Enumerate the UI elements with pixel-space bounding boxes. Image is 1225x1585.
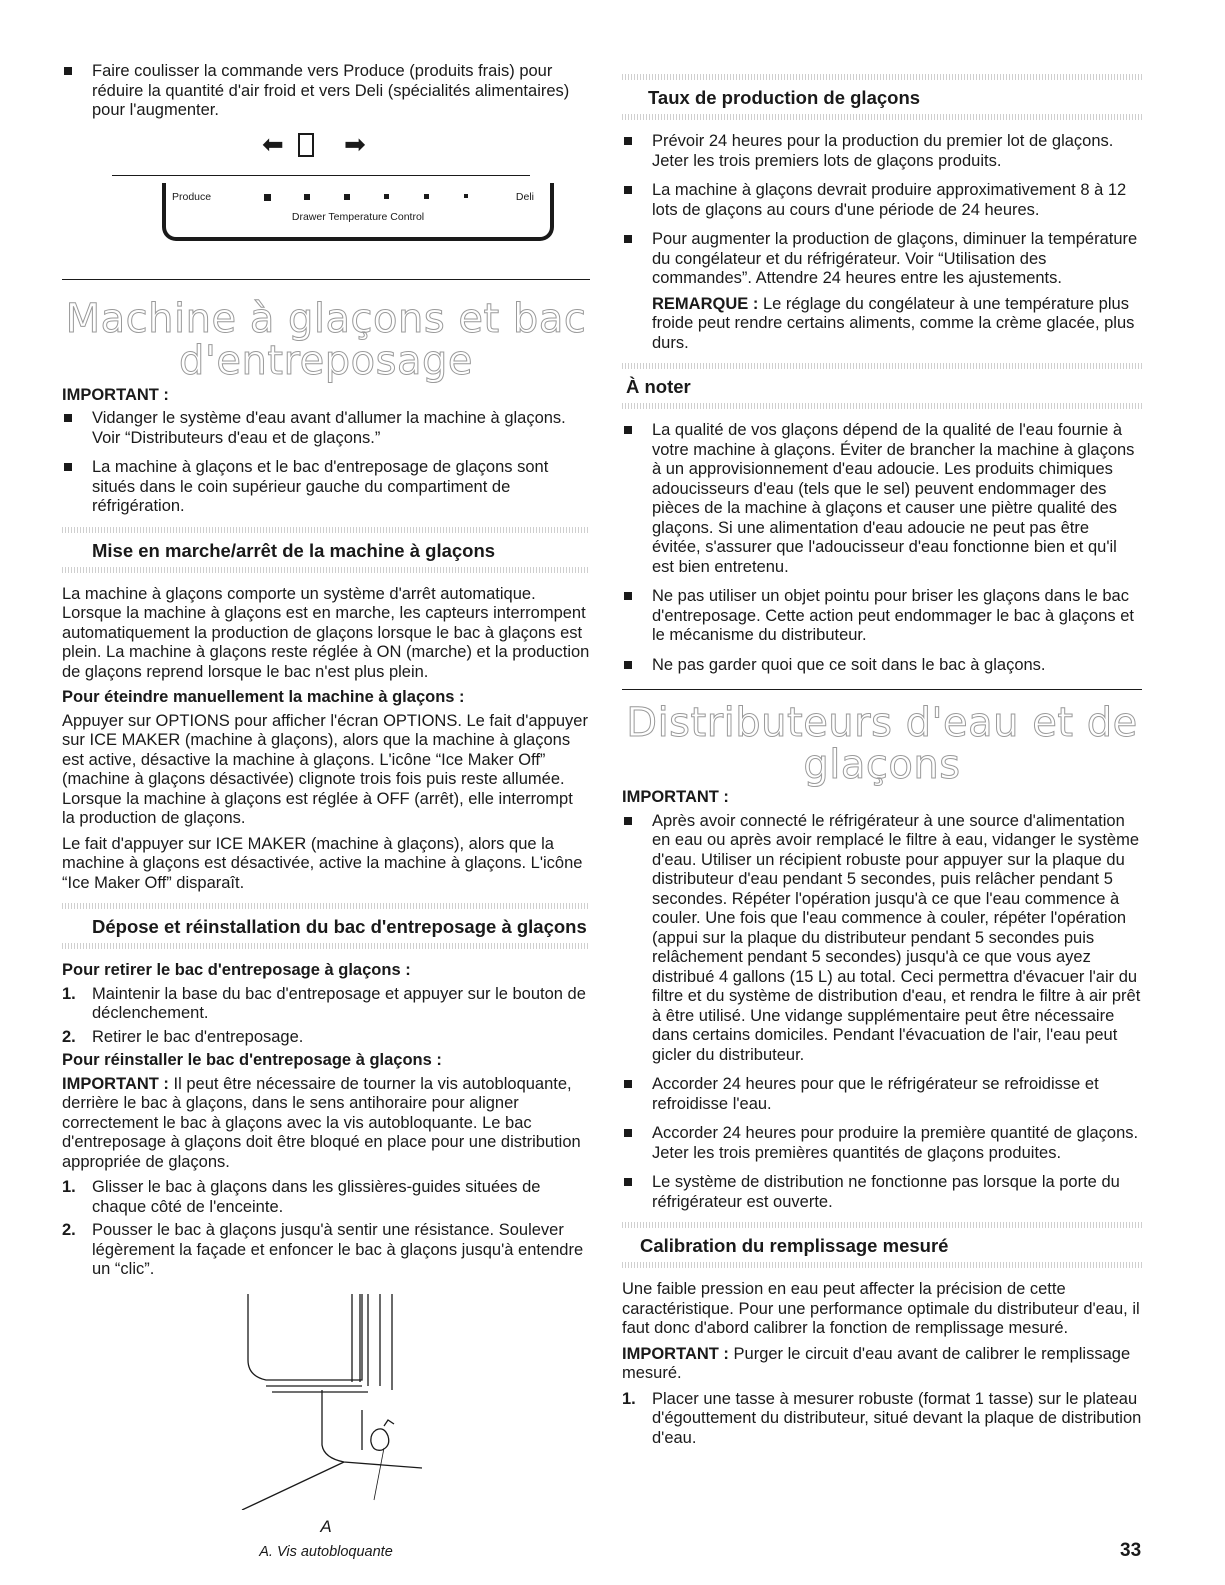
page-number: 33	[1120, 1540, 1142, 1561]
diagram-line	[112, 175, 530, 176]
subheading: Pour éteindre manuellement la machine à glaçons :	[62, 688, 465, 706]
subsection-title: Calibration du remplissage mesuré	[640, 1235, 949, 1256]
list-item: Accorder 24 heures pour que le réfrigérateur se refroidisse et refroidisse l'eau.	[622, 1075, 1142, 1114]
important-text: Il peut être nécessaire de tourner la vis autobloquante, derrière le bac à glaçons, dans le sens antihoraire pour aligner correctement le bac à glaçons avec la vis autobloquante. Le bac d'entreposage à glaçons doit être bloqué en place pour une distribution appropriée de glaçons.	[62, 1074, 581, 1171]
arrow-left-icon: ⬅	[262, 128, 284, 159]
drawer-temperature-diagram	[62, 128, 590, 259]
step-text: Placer une tasse à mesurer robuste (format 1 tasse) sur le plateau d'égouttement du distributeur, situé devant la plaque de distribution d'eau.	[652, 1389, 1142, 1447]
section-divider	[622, 689, 1142, 690]
deli-label: Deli	[515, 190, 534, 203]
remarque-text: Le réglage du congélateur à une température plus froide peut rendre certains aliments, comme la crème glacée, plus durs.	[652, 294, 1135, 352]
hatch-rule	[62, 943, 590, 949]
important-label: IMPORTANT :	[622, 788, 729, 806]
remarque-paragraph	[652, 295, 1142, 354]
section-divider	[62, 279, 590, 280]
step-number: 2.	[62, 1027, 76, 1046]
ice-bin-figure	[62, 1290, 590, 1563]
list-item: Le système de distribution ne fonctionne pas lorsque la porte du réfrigérateur est ouverte.	[622, 1173, 1142, 1212]
setting-dot-icon	[424, 194, 429, 199]
figure-letter: A	[320, 1517, 332, 1536]
intro-bullet: Faire coulisser la commande vers Produce (produits frais) pour réduire la quantité d'air froid et vers Deli (spécialités alimentaires) pour l'augmenter.	[62, 62, 590, 121]
step-text: Glisser le bac à glaçons dans les glissières-guides situées de chaque côté de l'enceinte.	[92, 1178, 541, 1216]
step-item	[622, 1390, 1142, 1449]
taux-list	[622, 132, 1142, 353]
list-item: La machine à glaçons devrait produire approximativement 8 à 12 lots de glaçons au cours d'une période de 24 heures.	[622, 181, 1142, 220]
subsection-header-calibration	[622, 1222, 1142, 1268]
step-number: 2.	[62, 1221, 76, 1239]
subsection-title: À noter	[626, 376, 691, 397]
ice-bin-illustration	[62, 1290, 590, 1510]
list-item: Ne pas utiliser un objet pointu pour briser les glaçons dans le bac d'entreposage. Cette action peut endommager le bac à glaçons et le mécanisme du distributeur.	[622, 587, 1142, 646]
figure-caption: A. Vis autobloquante	[259, 1543, 393, 1560]
subheading: Pour retirer le bac d'entreposage à glaçons :	[62, 961, 411, 979]
list-item: La qualité de vos glaçons dépend de la qualité de l'eau fournie à votre machine à glaçons. Éviter de brancher la machine à glaçons à un approvisionnement d'eau adoucie. Les produits chimiques adoucisseurs d'eau (tels que le sel) peuvent endommager des pièces de la machine à glaçons et causer une piètre qualité des glaçons. Si une alimentation d'eau adoucie ne peut pas être évitée, s'assurer que l'adoucisseur d'eau fonctionne bien et qu'il est bien entretenu.	[622, 421, 1142, 577]
setting-dot-icon	[264, 194, 271, 201]
section-title-machine-a-glacons: Machine à glaçons et bac d'entreposage	[65, 295, 587, 384]
list-item	[622, 230, 1142, 353]
step-item	[62, 1221, 590, 1280]
list-item: Après avoir connecté le réfrigérateur à une source d'alimentation en eau ou après avoir remplacé le filtre à eau, vidanger le système d'eau. Utiliser un récipient robuste pour appuyer sur la plaque du distributeur d'eau pendant 5 secondes, puis relâcher pendant 5 secondes. Répéter l'opération jusqu'à ce que l'eau commence à couler. Une fois que l'eau commence à couler, répéter l'opération (appui sur la plaque du distributeur pendant 5 secondes puis relâchement pendant 5 secondes) jusqu'à ce que vous ayez distribué 4 gallons (15 L) au total. Ceci permettra d'évacuer l'air du filtre et du système de distribution d'eau, et rendra le filtre à air prêt à être utilisé. Une vidange supplémentaire peut être nécessaire dans certains domiciles. Pendant l'évacuation de l'air, l'eau peut gicler du distributeur.	[622, 812, 1142, 1066]
install-steps	[62, 1178, 590, 1280]
subsection-title: Mise en marche/arrêt de la machine à glaçons	[92, 539, 496, 561]
section-title-distributeurs: Distributeurs d'eau et de glaçons	[626, 700, 1138, 788]
step-number: 1.	[62, 984, 76, 1003]
step-number: 1.	[62, 1178, 76, 1196]
subsection-title: Dépose et réinstallation du bac d'entreposage à glaçons	[92, 916, 587, 937]
arrow-right-icon: ➡	[344, 128, 366, 159]
hatch-rule	[62, 567, 590, 573]
intro-list	[62, 62, 590, 121]
list-item: Ne pas garder quoi que ce soit dans le bac à glaçons.	[622, 656, 1142, 676]
subsection-header-depose	[62, 903, 590, 949]
hatch-rule	[622, 1262, 1142, 1268]
important-paragraph	[62, 1075, 590, 1173]
important-paragraph	[622, 1345, 1142, 1384]
subsection-header-taux	[622, 74, 1142, 120]
step-number: 1.	[622, 1389, 636, 1408]
setting-dot-icon	[384, 194, 389, 199]
paragraph: Le fait d'appuyer sur ICE MAKER (machine à glaçons), alors que la machine à glaçons est désactivée, active la machine à glaçons. L'icône “Ice Maker Off” disparaît.	[62, 834, 583, 892]
paragraph: Une faible pression en eau peut affecter la précision de cette caractéristique. Pour une performance optimale du distributeur d'eau, il faut donc d'abord calibrer la fonction de remplissage mesuré.	[622, 1280, 1140, 1337]
setting-dot-icon	[464, 194, 468, 198]
left-column	[62, 62, 590, 1562]
list-item: Accorder 24 heures pour produire la première quantité de glaçons. Jeter les trois premières quantités de glaçons produites.	[622, 1124, 1142, 1163]
subsection-header-a-noter	[622, 363, 1142, 409]
hatch-rule	[622, 403, 1142, 409]
important-list	[62, 409, 590, 517]
calibration-steps	[622, 1390, 1142, 1449]
list-item: Prévoir 24 heures pour la production du premier lot de glaçons. Jeter les trois premiers lots de glaçons produits.	[622, 132, 1142, 171]
step-item	[62, 985, 590, 1024]
important-text: Purger le circuit d'eau avant de calibrer le remplissage mesuré.	[622, 1344, 1131, 1382]
subsection-header-mise-en-marche	[62, 527, 590, 573]
step-text: Maintenir la base du bac d'entreposage et appuyer sur le bouton de déclenchement.	[92, 984, 586, 1022]
step-item	[62, 1178, 590, 1217]
slider-knob-icon	[298, 133, 314, 157]
important-label: IMPORTANT :	[62, 385, 169, 404]
drawer-control-label: Drawer Temperature Control	[291, 210, 425, 223]
important-prefix: IMPORTANT :	[62, 1074, 169, 1093]
subsection-title: Taux de production de glaçons	[648, 87, 921, 108]
important-prefix: IMPORTANT :	[622, 1344, 729, 1363]
drawer-control-panel	[162, 183, 554, 241]
remarque-prefix: REMARQUE :	[652, 294, 759, 313]
hatch-rule	[622, 114, 1142, 120]
remove-steps	[62, 985, 590, 1048]
setting-dot-icon	[304, 194, 310, 200]
right-column	[622, 74, 1142, 1452]
step-text: Pousser le bac à glaçons jusqu'à sentir une résistance. Soulever légèrement la façade et enfoncer le bac à glaçons jusqu'à entendre un “clic”.	[92, 1221, 584, 1278]
a-noter-list	[622, 421, 1142, 675]
paragraph: Appuyer sur OPTIONS pour afficher l'écran OPTIONS. Le fait d'appuyer sur ICE MAKER (machine à glaçons), alors que la machine à glaçons est active, désactive la machine à glaçons. L'icône “Ice Maker Off” (machine à glaçons désactivée) clignote trois fois puis reste allumée. Lorsque la machine à glaçons est réglée à OFF (arrêt), elle interrompt la production de glaçons.	[62, 711, 588, 827]
list-item-text: Pour augmenter la production de glaçons, diminuer la température du congélateur et du réfrigérateur. Voir “Utilisation des commandes”. Attendre 24 heures entre les ajustements.	[652, 230, 1138, 287]
step-item	[62, 1028, 590, 1048]
step-text: Retirer le bac d'entreposage.	[92, 1027, 304, 1046]
produce-label: Produce	[172, 190, 212, 203]
list-item: La machine à glaçons et le bac d'entreposage de glaçons sont situés dans le coin supérieur gauche du compartiment de réfrigération.	[62, 458, 590, 517]
subheading: Pour réinstaller le bac d'entreposage à glaçons :	[62, 1051, 442, 1069]
distributeurs-important-list	[622, 812, 1142, 1213]
list-item: Vidanger le système d'eau avant d'allumer la machine à glaçons. Voir “Distributeurs d'eau et de glaçons.”	[62, 409, 590, 448]
setting-dot-icon	[344, 194, 350, 200]
paragraph: La machine à glaçons comporte un système d'arrêt automatique. Lorsque la machine à glaçons est en marche, les capteurs interrompent automatiquement la production de glaçons lorsque le bac à glaçons est plein. La machine à glaçons reste réglée à ON (marche) et la production de glaçons reprend lorsque le bac n'est plus plein.	[62, 584, 590, 681]
